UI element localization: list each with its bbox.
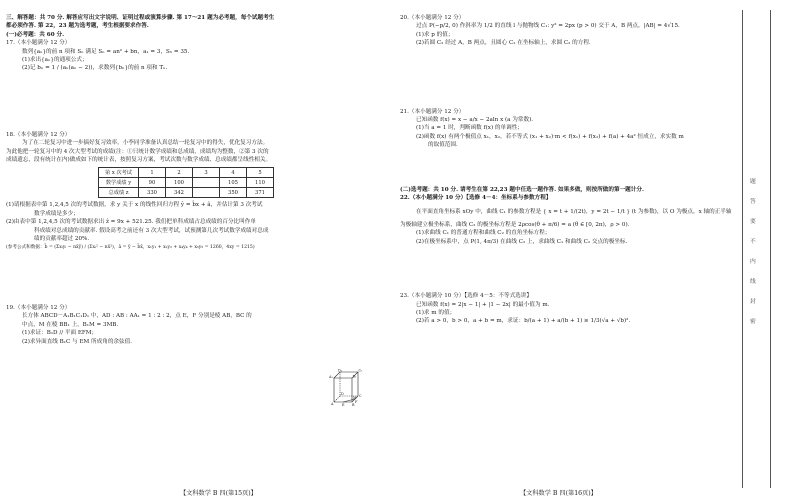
q17-heading: 17.（本小题满分 12 分） — [6, 40, 71, 47]
score-table — [98, 167, 274, 198]
table-cell — [192, 178, 219, 188]
label-c1: C₁ — [358, 368, 363, 373]
q18-part2-cont: 科成绩对总成绩的贡献率. 假设高考之前还有 3 次大型考试，试预测第几次考试数学成绩对总成 — [34, 227, 269, 234]
q22-heading: 22.（本小题满分 10 分）【选修 4－4：坐标系与参数方程】 — [400, 195, 552, 202]
required-heading: (一)必考题：共 60 分. — [6, 31, 65, 38]
table-cell: 2 — [165, 168, 192, 178]
q23-stem: 已知函数 f(x) = 2|x − 1| + |1 − 2x| 的最小值为 m. — [416, 301, 550, 308]
table-cell: 350 — [219, 188, 246, 198]
q17-part2: (2)记 bₙ = 1 / (aₙ(aₙ − 2))，求数列{bₙ}的前 n 项和 Tₙ. — [22, 65, 168, 72]
table-cell: 3 — [192, 168, 219, 178]
q21-part2-cont: 的取值范围. — [428, 142, 458, 149]
page-footer-right: 【文科数学 B 四(第16页)】 — [520, 490, 597, 497]
table-cell: 371 — [246, 188, 273, 198]
label-m: M — [353, 396, 357, 400]
q18-part2: (2)由表中第 1,2,4,5 次的考试数据求出 ẑ = 9x + 521.25. 我们把单科成绩占总成绩的百分比叫作单 — [6, 219, 256, 226]
table-header-row — [99, 168, 274, 178]
q21-heading: 21.（本小题满分 12 分） — [400, 108, 465, 115]
seal-char: 内 — [750, 259, 756, 265]
section3-heading-cont: 都必须作答. 第 22，23 题为选考题，考生根据要求作答. — [6, 23, 149, 30]
q18-stem-3: 成绩遗忘，段有统计在内)做成如下的统计表，按照复习方案，考试次数与数学成绩、总成绩都呈线性相关。 — [6, 157, 272, 164]
label-c: C — [359, 394, 362, 398]
q20-part1: (1)求 p 的值； — [416, 31, 454, 38]
q17-part1: (1)求出{aₙ}的通项公式； — [22, 57, 88, 64]
q18-heading: 18.（本小题满分 12 分） — [6, 131, 71, 138]
table-cell: 第 x 次考试 — [99, 168, 139, 178]
seal-char: 封 — [750, 299, 756, 305]
label-a1: A₁ — [329, 375, 333, 379]
table-cell: 90 — [138, 178, 165, 188]
label-e: E — [342, 403, 345, 407]
q20-heading: 20.（本小题满分 12 分） — [400, 15, 465, 21]
seal-char: 不 — [750, 239, 756, 245]
table-cell: 342 — [165, 188, 192, 198]
label-f: F — [355, 400, 358, 404]
label-b: B — [352, 403, 355, 407]
table-row — [99, 188, 274, 198]
table-cell: 数学成绩 y — [99, 178, 139, 188]
seal-char: 要 — [750, 219, 756, 225]
binding-line-inner — [742, 10, 743, 488]
q19-stem-1: 长方体 ABCD－A₁B₁C₁D₁ 中，AD : AB : AA₁ = 1 : 2 : 2，点 E，F 分别是棱 AB，BC 的 — [22, 313, 252, 320]
table-cell: 4 — [219, 168, 246, 178]
table-row — [99, 178, 274, 188]
q18-part1-cont: 数学成绩是多少； — [34, 210, 79, 217]
table-cell: 总成绩 z — [99, 188, 139, 198]
table-cell: 330 — [138, 188, 165, 198]
q22-stem: 在平面直角坐标系 xOy 中，曲线 C₁ 的参数方程是 { x = t + 1/(2t)，y = 2t − 1/t } (t 为参数)，以 O 为极点，x 轴的正半轴 — [416, 209, 732, 216]
label-a: A — [331, 402, 334, 406]
table-cell: 100 — [165, 178, 192, 188]
q22-part1: (1)求曲线 C₁ 的普通方程和曲线 C₂ 的直角坐标方程； — [416, 230, 551, 237]
q22-stem-cont: 为极轴建立极坐标系，曲线 C₂ 的极坐标方程是 2ρcos(θ + π/6) = a (θ ∈ [0, 2π)，ρ > 0). — [400, 221, 630, 228]
q19-heading: 19.（本小题满分 12 分） — [6, 304, 71, 311]
q18-stem-2: 为此他把一轮复习中的 4 次大型考试的成绩(注：①只统计数学成绩和总成绩，成绩均为整数，②第 3 次的 — [6, 148, 269, 155]
q18-stem-1: 为了在二轮复习中进一步搞好复习效率，小李同学准备认真总结一轮复习中的得失，优化复习方法。 — [22, 140, 269, 147]
table-cell — [192, 188, 219, 198]
table-cell: 110 — [246, 178, 273, 188]
q23-heading: 23.（本小题满分 10 分）【选修 4－5：不等式选讲】 — [400, 293, 532, 300]
q23-part1: (1)求 m 的值； — [416, 309, 456, 316]
section3-heading: 三、解答题：共 70 分. 解答应写出文字说明、证明过程或演算步骤. 第 17～21 题为必考题，每个试题考生 — [6, 15, 275, 21]
elective-heading: (二)选考题：共 10 分. 请考生在第 22,23 题中任选一题作答. 如果多做，则按所做的第一题计分. — [400, 186, 644, 193]
cuboid-figure — [328, 368, 362, 408]
label-b1: B₁ — [352, 374, 357, 379]
q19-part1: (1)求证：B₁D // 平面 EFM； — [22, 330, 98, 337]
seal-char: 密 — [750, 319, 756, 325]
page-footer-left: 【文科数学 B 四(第15页)】 — [180, 490, 257, 497]
q18-reference: (参考公式和数据：b̂ = (Σxᵢyᵢ − nx̄ȳ) / (Σxᵢ² − nx̄²)，â = ȳ − b̂x̄，x₁y₁ + x₂y₂ + x₄y₄ + x₅y₅ = 1260，4xy = 1215) — [6, 244, 255, 250]
q20-part2: (2)若圆 C₂ 经过 A，B 两点，且圆心 C₂ 在坐标轴上，求圆 C₂ 的方程. — [416, 40, 591, 47]
label-d1: D₁ — [338, 368, 343, 373]
seal-char: 答 — [750, 199, 756, 205]
seal-char: 题 — [750, 179, 756, 185]
q21-stem: 已知函数 f(x) = x − a/x − 2aln x (a 为常数). — [416, 117, 534, 124]
q19-part2: (2)求异面直线 B₁C 与 EM 所成角的余弦值. — [22, 338, 132, 345]
table-cell: 5 — [246, 168, 273, 178]
q20-stem: 过点 P(−p/2, 0) 作斜率为 1/2 的直线 l 与抛物线 C₁: y² = 2px (p > 0) 交于 A，B 两点，|AB| = 4√15. — [416, 23, 680, 30]
q22-part2: (2)在极坐标系中，点 P(1, 4π/3) 在曲线 C₂ 上，求曲线 C₁ 和曲线 C₂ 交点的极坐标. — [416, 238, 628, 245]
q18-part2-cont2: 绩的贡献率超过 20%. — [34, 236, 90, 243]
right-column — [400, 14, 732, 326]
seal-char: 线 — [750, 279, 756, 285]
q19-stem-2: 中点，M 在棱 BB₁ 上，B₁M = 3MB. — [22, 321, 119, 328]
left-column — [6, 14, 356, 346]
binding-line-outer — [770, 10, 771, 488]
label-d: D — [341, 392, 344, 396]
q17-stem: 数列{aₙ}的前 n 项和 Sₙ 满足 Sₙ = an² + bn，a₁ = 3，S₅ = 35. — [22, 48, 190, 55]
q21-part1: (1)当 a = 1 时，判断函数 f(x) 的单调性； — [416, 125, 523, 132]
table-cell: 105 — [219, 178, 246, 188]
q21-part2: (2)函数 f(x) 有两个极值点 x₁，x₂，若不等式 (x₁ + x₂)·m < f(x₁) + f(x₂) + f(a) + 4a² 恒成立，求实数 m — [416, 133, 684, 140]
table-cell: 1 — [138, 168, 165, 178]
q18-part1: (1)请根据表中第 1,2,4,5 次的考试数据，求 y 关于 x 的线性回归方程 ŷ = b̂x + â，并估计第 3 次考试 — [6, 202, 263, 209]
q23-part2: (2)若 a > 0，b > 0，a + b = m，求证：b/(a + 1) + a/(b + 1) ≥ 1/3(√a + √b)². — [416, 318, 631, 325]
